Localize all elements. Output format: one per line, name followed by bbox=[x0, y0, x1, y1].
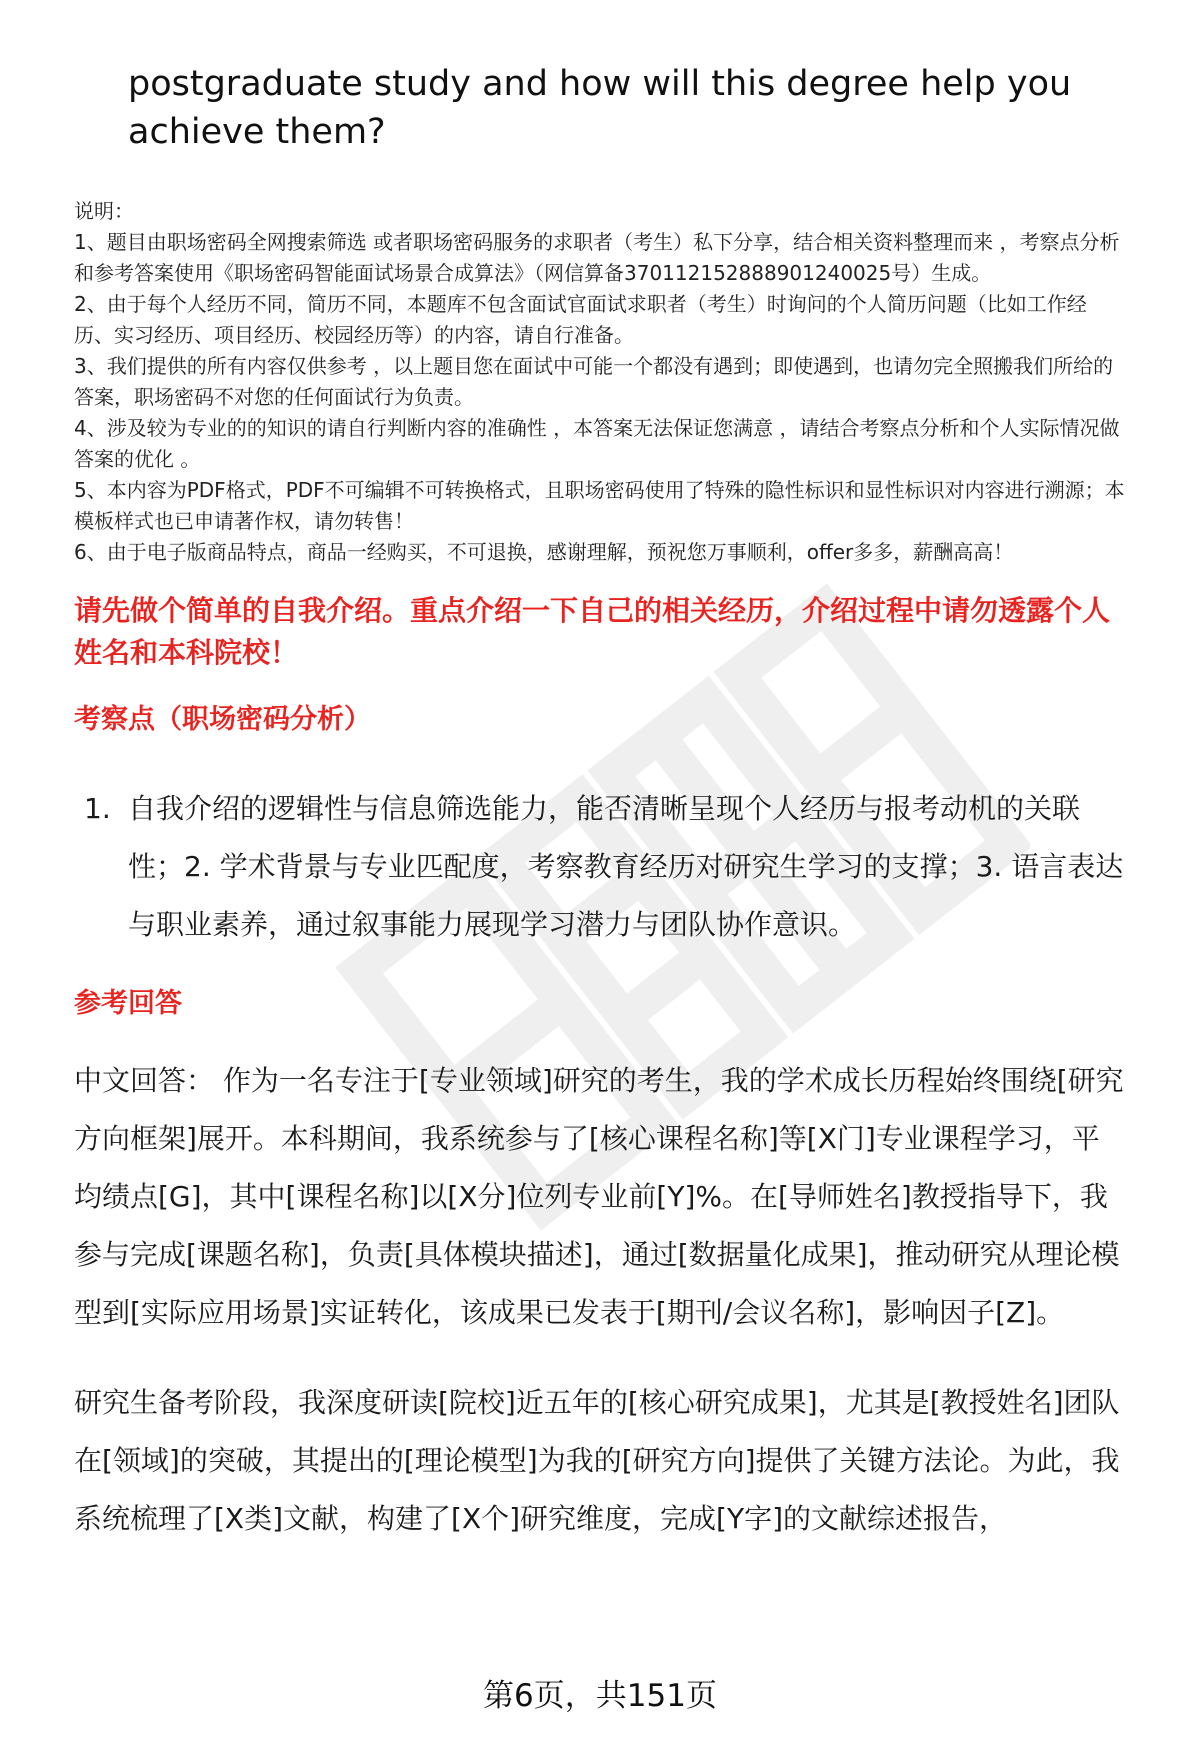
analysis-list-number: 1. bbox=[84, 792, 111, 825]
question-title: 请先做个简单的自我介绍。重点介绍一下自己的相关经历，介绍过程中请勿透露个人姓名和本科院校！ bbox=[74, 594, 1111, 669]
answer-title: 参考回答 bbox=[74, 988, 182, 1019]
answer-body bbox=[74, 1052, 1126, 1548]
answer-paragraph: 中文回答： 作为一名专注于[专业领域]研究的考生，我的学术成长历程始终围绕[研究方向框架]展开。本科期间，我系统参与了[核心课程名称]等[X门]专业课程学习，平均绩点[G]，其中[课程名称]以[X分]位列专业前[Y]%。在[导师姓名]教授指导下，我参与完成[课题名称]，负责[具体模块描述]，通过[数据量化成果]，推动研究从理论模型到[实际应用场景]实证转化，该成果已发表于[期刊/会议名称]，影响因子[Z]。 bbox=[74, 1064, 1124, 1329]
question-tail-text: postgraduate study and how will this degree help you achieve them? bbox=[128, 64, 1072, 152]
notes-section bbox=[74, 196, 1126, 568]
page-number-footer: 第6页，共151页 bbox=[483, 1678, 717, 1714]
note-item: 1、题目由职场密码全网搜索筛选 或者职场密码服务的求职者（考生）私下分享，结合相关资料整理而来 ，考察点分析和参考答案使用《职场密码智能面试场景合成算法》（网信算备370112152888901240025号）生成。 bbox=[74, 230, 1120, 285]
note-item: 3、我们提供的所有内容仅供参考 ，以上题目您在面试中可能一个都没有遇到；即使遇到，也请勿完全照搬我们所给的答案，职场密码不对您的任何面试行为负责。 bbox=[74, 354, 1114, 409]
note-item: 6、由于电子版商品特点，商品一经购买，不可退换，感谢理解，预祝您万事顺利，offer多多，薪酬高高！ bbox=[74, 540, 1014, 564]
analysis-title: 考察点（职场密码分析） bbox=[74, 704, 371, 735]
note-item: 4、涉及较为专业的的知识的请自行判断内容的准确性 ，本答案无法保证您满意 ，请结合考察点分析和个人实际情况做答案的优化 。 bbox=[74, 416, 1120, 471]
answer-paragraph: 研究生备考阶段，我深度研读[院校]近五年的[核心研究成果]，尤其是[教授姓名]团队在[领域]的突破，其提出的[理论模型]为我的[研究方向]提供了关键方法论。为此，我系统梳理了[X类]文献，构建了[X个]研究维度，完成[Y字]的文献综述报告， bbox=[74, 1386, 1120, 1535]
note-item: 5、本内容为PDF格式，PDF不可编辑不可转换格式，且职场密码使用了特殊的隐性标识和显性标识对内容进行溯源；本模板样式也已申请著作权，请勿转售！ bbox=[74, 478, 1125, 533]
analysis-list bbox=[74, 780, 1126, 954]
notes-heading: 说明： bbox=[74, 199, 134, 223]
note-item: 2、由于每个人经历不同，简历不同，本题库不包含面试官面试求职者（考生）时询问的个人简历问题（比如工作经历、实习经历、项目经历、校园经历等）的内容，请自行准备。 bbox=[74, 292, 1087, 347]
analysis-list-text: 自我介绍的逻辑性与信息筛选能力，能否清晰呈现个人经历与报考动机的关联性；2. 学术背景与专业匹配度，考察教育经历对研究生学习的支撑；3. 语言表达与职业素养，通过叙事能力展现学习潜力与团队协作意识。 bbox=[128, 792, 1124, 941]
